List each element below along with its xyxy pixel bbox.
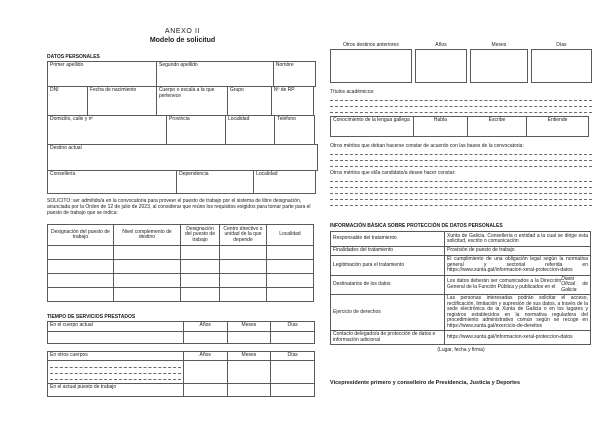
field-destino-actual: Destino actual xyxy=(47,144,318,171)
table-row xyxy=(330,116,592,137)
proteccion-value: Provisión de puesto de trabajo xyxy=(444,246,591,256)
proteccion-datos-table xyxy=(330,231,592,345)
puestos-header-localidad: Localidad xyxy=(266,224,314,246)
empty-cell xyxy=(415,49,467,83)
table-row xyxy=(47,115,318,145)
proteccion-label: Responsable del tratamiento xyxy=(330,231,445,247)
field-num-rp: Nº de RP xyxy=(271,86,314,116)
dashed-fill-cell xyxy=(47,360,184,384)
table-row xyxy=(330,231,592,247)
col-habla: Habla xyxy=(413,116,468,137)
annex-title: ANEXO II xyxy=(164,28,201,35)
label-meritos-bases: Otros méritos que deban hacerse constar de acuerdo con las bases de la convocatoria: xyxy=(330,143,524,149)
dashed-fill-line xyxy=(330,107,592,113)
tiempo-cuerpo-actual-table xyxy=(47,321,318,344)
col-anos: Años xyxy=(183,351,228,361)
label-lengua-gallega: Conocimiento de la lengua gallega xyxy=(330,116,414,137)
field-dependencia: Dependencia xyxy=(176,170,254,194)
label-otros-cuerpos: En otros cuerpos xyxy=(47,351,184,361)
solicito-paragraph: SOLICITO: ser admitido/a en la convocatoria para proveer el puesto de trabajo por el sistema de libre designación, anunciada por la Orden de 12 de julio de 2023, al considerar que reúno los requisitos exigidos para tomar parte para el puesto de trabajo que se indica: xyxy=(47,198,311,216)
proteccion-value: https://www.xunta.gal/informacion-xeral-proteccion-datos xyxy=(444,330,591,345)
field-nombre: Nombre xyxy=(273,61,316,87)
empty-cell xyxy=(470,49,528,83)
empty-cell xyxy=(180,259,220,274)
col-dias: Días xyxy=(270,351,315,361)
empty-cell xyxy=(47,287,114,302)
empty-cell xyxy=(270,383,315,397)
datos-personales-table xyxy=(47,61,318,194)
label-otros-destinos: Otros destinos anteriores xyxy=(342,42,399,48)
proteccion-value: El cumplimiento de una obligación legal según la normativa general y sectorial referida en https://www.xunta.gal/informacion-xeral-proteccion-datos xyxy=(444,255,591,276)
puestos-header-nivel: Nivel complemento de destino xyxy=(113,224,181,246)
col-anos: Años xyxy=(183,321,228,332)
field-primer-apellido: Primer apellido xyxy=(47,61,157,87)
dashed-fill-line xyxy=(50,374,181,380)
empty-cell xyxy=(113,287,181,302)
table-row xyxy=(330,330,592,345)
col-meses: Meses xyxy=(491,42,507,48)
empty-cell xyxy=(219,273,267,288)
puestos-header-designacion-2: Designación del puesto de trabajo xyxy=(180,224,220,246)
field-segundo-apellido: Segundo apellido xyxy=(156,61,274,87)
puestos-header-designacion: Designación del puesto de trabajo xyxy=(47,224,114,246)
empty-cell xyxy=(183,360,228,384)
empty-cell xyxy=(113,245,181,260)
proteccion-label: Destinatarios de los datos xyxy=(330,275,445,296)
empty-cell xyxy=(47,259,114,274)
empty-cell xyxy=(183,383,228,397)
otros-destinos-header-row xyxy=(330,42,592,49)
otros-destinos-boxes xyxy=(330,49,592,83)
empty-cell xyxy=(180,245,220,260)
proteccion-label: Ejercicio de derechos xyxy=(330,294,445,331)
proteccion-value: Xunta de Galicia. Consellería o entidad a la cual se dirige esta solicitud, escrito o comunicación xyxy=(444,231,591,247)
empty-cell xyxy=(219,259,267,274)
label-cuerpo-actual: En el cuerpo actual xyxy=(47,321,184,332)
label-meritos-candidato: Otros méritos que el/la candidato/a desee hacer constar: xyxy=(330,170,456,176)
empty-cell xyxy=(219,245,267,260)
empty-cell xyxy=(219,287,267,302)
dashed-fill-line xyxy=(330,200,592,206)
field-conselleria: Consellería xyxy=(47,170,177,194)
puestos-table xyxy=(47,224,318,302)
col-meses: Meses xyxy=(227,351,272,361)
field-grupo: Grupo xyxy=(227,86,272,116)
empty-cell xyxy=(113,273,181,288)
dashed-fill-line xyxy=(330,161,592,167)
empty-cell xyxy=(180,287,220,302)
table-row xyxy=(47,86,318,116)
field-localidad: Localidad xyxy=(225,115,275,145)
puestos-header-centro: Centro directivo o unidad de la que depende xyxy=(219,224,267,246)
right-column xyxy=(330,42,592,387)
table-row xyxy=(47,144,318,171)
proteccion-label: Legitimación para el tratamiento xyxy=(330,255,445,276)
col-dias: Días xyxy=(556,42,567,48)
col-dias: Días xyxy=(270,321,315,332)
table-row xyxy=(330,294,592,331)
empty-cell xyxy=(47,245,114,260)
field-domicilio: Domicilio, calle y nº xyxy=(47,115,167,145)
empty-cell xyxy=(266,287,314,302)
table-row xyxy=(330,275,592,296)
proteccion-value: Las personas interesadas podrán solicitar el acceso, rectificación, limitación y supresión de sus datos, a través de la sede electrónica de la Xunta de Galicia o en los lugares y registros establecidos en la normativa reguladora del procedimiento administrativo común según se recoge en https://www.xunta.gal/exercicio-de-dereitos xyxy=(444,294,591,331)
left-column xyxy=(47,28,318,397)
table-row xyxy=(47,61,318,87)
empty-cell xyxy=(227,331,272,344)
puestos-empty-row xyxy=(47,273,318,288)
proteccion-value xyxy=(444,275,591,296)
field-dni: DNI xyxy=(47,86,88,116)
empty-cell xyxy=(270,360,315,384)
section-tiempo-servicios: TIEMPO DE SERVICIOS PRESTADOS xyxy=(47,314,136,320)
empty-cell xyxy=(266,259,314,274)
puestos-empty-row xyxy=(47,245,318,260)
section-datos-personales: DATOS PERSONALES xyxy=(47,54,100,60)
empty-cell xyxy=(47,331,184,344)
lugar-fecha-firma: (Lugar, fecha y firma) xyxy=(437,347,485,353)
field-telefono: Teléfono xyxy=(274,115,315,145)
puestos-empty-row xyxy=(47,287,318,302)
field-fecha-nacimiento: Fecha de nacimiento xyxy=(87,86,157,116)
table-row xyxy=(47,170,318,194)
empty-cell xyxy=(270,331,315,344)
empty-cell xyxy=(180,273,220,288)
proteccion-label: Finalidades del tratamiento xyxy=(330,246,445,256)
empty-cell xyxy=(266,245,314,260)
field-provincia: Provincia xyxy=(166,115,226,145)
empty-cell xyxy=(531,49,592,83)
proteccion-datos-title: INFORMACIÓN BÁSICA SOBRE PROTECCIÓN DE DATOS PERSONALES xyxy=(330,223,503,229)
form-title: Modelo de solicitud xyxy=(149,37,216,44)
table-row xyxy=(47,360,318,384)
label-actual-puesto: En el actual puesto de trabajo xyxy=(47,383,184,397)
empty-cell xyxy=(330,49,412,83)
col-escribe: Escribe xyxy=(467,116,527,137)
empty-cell xyxy=(227,383,272,397)
col-anos: Años xyxy=(435,42,447,48)
col-entiende: Entiende xyxy=(526,116,589,137)
lengua-gallega-table xyxy=(330,116,592,137)
table-row xyxy=(330,255,592,276)
puestos-empty-row xyxy=(47,259,318,274)
empty-cell xyxy=(47,273,114,288)
proteccion-value-text: Los datos deberán ser comunicados a la Dirección General de la Función Pública y publicados en el xyxy=(447,278,562,290)
col-meses: Meses xyxy=(227,321,272,332)
empty-cell xyxy=(183,331,228,344)
empty-cell xyxy=(113,259,181,274)
puestos-header-row xyxy=(47,224,318,246)
empty-cell xyxy=(266,273,314,288)
field-cuerpo-escala: Cuerpo o escala a la que pertenece xyxy=(156,86,228,116)
empty-cell xyxy=(227,360,272,384)
footer-signature-title: Vicepresidente primero y conselleiro de Presidencia, Justicia y Deportes xyxy=(330,380,521,386)
table-row xyxy=(47,383,318,397)
proteccion-value-italic: Diario Oficial de Galicia xyxy=(561,275,588,293)
proteccion-label: Contacto delegado/a de protección de datos e información adicional xyxy=(330,330,445,345)
field-localidad-2: Localidad xyxy=(253,170,316,194)
table-row xyxy=(47,331,318,344)
label-titulos-academicos: Títulos académicos: xyxy=(330,89,375,95)
tiempo-otros-cuerpos-table xyxy=(47,351,318,397)
